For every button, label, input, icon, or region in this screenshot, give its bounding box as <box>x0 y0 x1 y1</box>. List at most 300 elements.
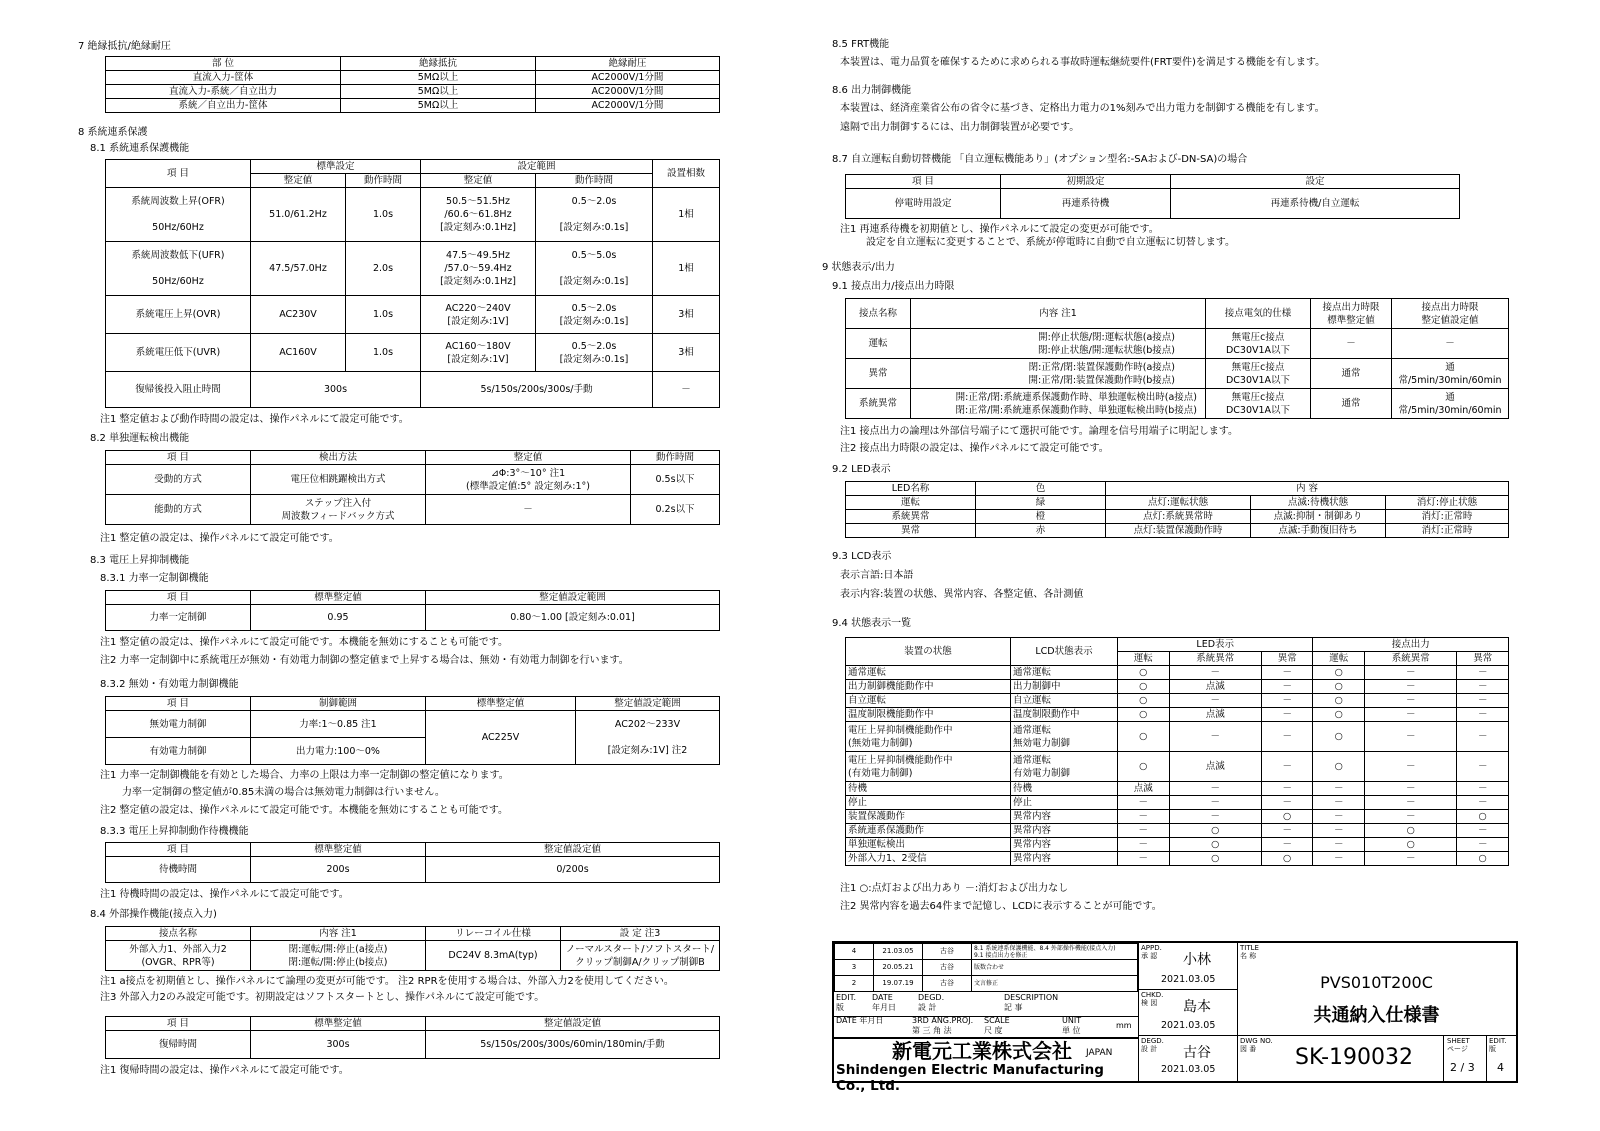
state-cell <box>846 722 1011 752</box>
cell-line: [設定刻み:1V] <box>447 353 509 365</box>
table-row <box>846 722 1509 752</box>
cell-line: 出力制御機能動作中 <box>848 681 934 692</box>
lcd-cell <box>1011 810 1118 824</box>
table-header-row <box>106 1017 720 1031</box>
cell-line: 0.5～5.0s <box>571 250 617 261</box>
cell-line: /60.6～61.8Hz <box>444 209 512 220</box>
cell-line: 開:正常/閉:装置保護動作時(b接点) <box>1028 374 1175 386</box>
table-header: 動作時間 <box>346 174 421 188</box>
section-8-4-heading: 8.4 外部操作機能(接点入力) <box>90 909 217 920</box>
cell-line: 開:正常/閉:系統連系保護動作時、単独運転検出時(a接点) <box>955 391 1197 403</box>
status-cell: － <box>1118 810 1170 824</box>
table-cell: 系統電圧低下(UVR) <box>106 334 251 372</box>
cell-line: 通常運転 <box>1013 724 1052 736</box>
table-cell: 能動的方式 <box>106 495 251 525</box>
label-text: 年月日 <box>872 1003 896 1012</box>
table-header: 運転 <box>1118 652 1170 666</box>
cell-line: 9.1 接点出力を修正 <box>974 951 1028 959</box>
table-cell: 消灯:正常時 <box>1386 524 1509 538</box>
table-cell <box>426 465 631 495</box>
status-cell: － <box>1118 838 1170 852</box>
note: 注1 整定値および動作時間の設定は、操作パネルにて設定可能です。 <box>100 414 409 425</box>
table-cell <box>106 188 251 242</box>
table-cell <box>106 242 251 296</box>
table-cell <box>251 941 426 971</box>
table-header: 内容 注1 <box>251 927 426 941</box>
status-cell: ○ <box>1118 722 1170 752</box>
table-cell: 0.2s以下 <box>631 495 720 525</box>
label-text: ページ <box>1447 1045 1468 1053</box>
table-header: 標準整定値 <box>426 697 576 711</box>
status-cell: － <box>1261 694 1313 708</box>
section-8-3-1-heading: 8.3.1 力率一定制御機能 <box>100 573 209 584</box>
table-row <box>106 334 720 372</box>
cell-line: /57.0～59.4Hz <box>444 263 512 274</box>
table-header: LED名称 <box>846 482 976 496</box>
table-row <box>106 605 720 631</box>
approved-cell <box>1139 943 1237 990</box>
table-cell: 系統異常 <box>846 389 911 419</box>
cell-line: [設定刻み:0.1s] <box>559 315 629 327</box>
company-name-jp: 新電元工業株式会社 <box>892 1039 1072 1063</box>
appd-date: 2021.03.05 <box>1161 974 1216 985</box>
status-cell: － <box>1365 708 1457 722</box>
table-row <box>846 524 1509 538</box>
lcd-cell <box>1011 838 1118 852</box>
revision-cell <box>972 976 1138 992</box>
table-row <box>846 189 1460 219</box>
note: 注1 a接点を初期値とし、操作パネルにて論理の変更が可能です。 注2 RPRを使用する場合は、外部入力2を使用してください。 <box>100 976 674 987</box>
lcd-cell <box>1011 666 1118 680</box>
table-cell: 運転 <box>846 329 911 359</box>
status-cell: － <box>1261 782 1313 796</box>
table-header-row <box>106 697 720 711</box>
scale-label <box>984 1016 1010 1036</box>
table-cell <box>1206 359 1311 389</box>
table-header: 異常 <box>1457 652 1509 666</box>
model-number: PVS010T200C <box>1320 973 1433 992</box>
table-row <box>106 71 720 85</box>
cell-line: (有効電力制御) <box>848 767 913 779</box>
cell-line: 有効電力制御 <box>1013 767 1071 779</box>
status-cell: ○ <box>1365 824 1457 838</box>
table-cell <box>911 389 1206 419</box>
status-cell: － <box>1118 796 1170 810</box>
edition-area <box>1487 1036 1516 1081</box>
cell-line: 異常内容 <box>1013 811 1052 822</box>
label-text: CHKD. <box>1141 991 1164 999</box>
state-cell <box>846 824 1011 838</box>
revision-cell <box>972 944 1138 960</box>
state-cell <box>846 852 1011 866</box>
table-cell <box>106 941 251 971</box>
label-text: EDIT. <box>1489 1037 1507 1045</box>
table-header: 整定値設定範囲 <box>576 697 720 711</box>
table-cell: 運転 <box>846 496 976 510</box>
cell-line: 開:停止状態/閉:運転状態(a接点) <box>1038 331 1175 343</box>
cell-line: [設定刻み:1V] <box>447 315 509 327</box>
table-header: 内容 注1 <box>911 299 1206 329</box>
label-text: DATE <box>872 993 893 1002</box>
table-cell: 0.80～1.00 [設定刻み:0.01] <box>426 605 720 631</box>
status-cell: － <box>1365 796 1457 810</box>
table-cell: 消灯:停止状態 <box>1386 496 1509 510</box>
cell-line: (標準設定値:5° 設定刻み:1°) <box>466 480 590 492</box>
status-cell: － <box>1365 694 1457 708</box>
status-cell: ○ <box>1313 752 1365 782</box>
table-header-row <box>106 927 720 941</box>
table-cell: 直流入力-筐体 <box>106 71 341 85</box>
table-header: LED表示 <box>1118 638 1313 652</box>
note: 力率一定制御の整定値が0.85未満の場合は無効電力制御は行いません。 <box>122 787 445 798</box>
lcd-cell <box>1011 824 1118 838</box>
paragraph: 表示言語:日本語 <box>840 570 914 581</box>
status-cell: － <box>1169 666 1261 680</box>
status-cell: ○ <box>1169 852 1261 866</box>
status-cell: － <box>1365 852 1457 866</box>
table-cell: 異常 <box>846 359 911 389</box>
state-cell <box>846 694 1011 708</box>
table-row <box>106 711 720 738</box>
table-cell <box>421 188 536 242</box>
status-cell: ○ <box>1118 680 1170 694</box>
protection-table <box>105 159 720 408</box>
section-8-7-heading: 8.7 自立運転自動切替機能 「自立運転機能あり」(オプション型名:-SAおよび-DN-SA)の場合 <box>832 154 1248 165</box>
table-cell <box>911 359 1206 389</box>
table-cell: AC2000V/1分間 <box>536 71 720 85</box>
note: 設定を自立運転に変更することで、系統が停電時に自動で自立運転に切替します。 <box>866 237 1235 248</box>
revision-header <box>834 991 1138 1017</box>
edition-value: 4 <box>1497 1061 1504 1074</box>
table-header-row <box>106 843 720 857</box>
table-cell: 通常 <box>1311 389 1392 419</box>
cell-line: 電圧上昇抑制機能動作中 <box>848 724 953 736</box>
section-8-heading: 8 系統連系保護 <box>78 127 148 138</box>
status-cell: － <box>1365 782 1457 796</box>
table-row <box>846 708 1509 722</box>
table-header: 色 <box>976 482 1106 496</box>
cell-line: 47.5～49.5Hz <box>446 250 510 261</box>
table-cell <box>536 296 653 334</box>
reactive-power-table <box>105 696 720 765</box>
lcd-cell <box>1011 752 1118 782</box>
revision-row <box>835 976 1138 992</box>
table-row <box>846 510 1509 524</box>
revision-cell: 3 <box>835 960 874 976</box>
table-cell: 力率:1～0.85 注1 <box>251 711 426 738</box>
status-cell: ○ <box>1313 708 1365 722</box>
table-header: 絶縁抵抗 <box>341 57 536 71</box>
cell-line: [設定刻み:0.1s] <box>559 353 629 365</box>
cell-line: DC30V1A以下 <box>1225 404 1291 416</box>
status-cell: － <box>1169 810 1261 824</box>
cell-line: 通常運転 <box>1013 754 1052 766</box>
table-cell: 無効電力制御 <box>106 711 251 738</box>
table-row <box>106 372 720 408</box>
revision-cell: 古谷 <box>923 960 972 976</box>
status-cell: － <box>1169 796 1261 810</box>
table-row <box>846 824 1509 838</box>
cell-line: ノーマルスタート/ソフトスタート/ <box>565 943 715 955</box>
status-cell: － <box>1261 824 1313 838</box>
table-header: 整定値設定値 <box>426 1017 720 1031</box>
label-text: 版 <box>836 1003 844 1012</box>
table-row <box>846 852 1509 866</box>
state-cell <box>846 752 1011 782</box>
note: 注2 接点出力時限の設定は、操作パネルにて設定可能です。 <box>840 443 1109 454</box>
revision-cell: 20.05.21 <box>874 960 923 976</box>
status-cell: － <box>1169 722 1261 752</box>
chkd-date: 2021.03.05 <box>1161 1020 1216 1031</box>
table-header: 整定値設定値 <box>426 843 720 857</box>
table-cell: 点滅:手動復旧待ち <box>1251 524 1386 538</box>
status-cell: 点滅 <box>1169 708 1261 722</box>
table-cell: 2.0s <box>346 242 421 296</box>
revision-cell: 21.03.05 <box>874 944 923 960</box>
cell-line: 出力制御中 <box>1013 681 1061 692</box>
cell-line: 0.5～2.0s <box>571 196 617 207</box>
table-header: 絶縁耐圧 <box>536 57 720 71</box>
label-text: 設 計 <box>918 1003 937 1012</box>
table-cell <box>1206 389 1311 419</box>
cell-line: (無効電力制御) <box>848 737 913 749</box>
chkd-name: 島本 <box>1183 999 1211 1015</box>
cell-line: 自立運転 <box>848 695 887 706</box>
status-cell: － <box>1457 838 1509 852</box>
table-header-row <box>846 638 1509 652</box>
table-row <box>106 465 720 495</box>
table-header-row <box>106 57 720 71</box>
cell-line: [設定刻み:0.1s] <box>559 222 629 233</box>
cell-line: 系統周波数上昇(OFR) <box>131 196 225 207</box>
table-row <box>846 496 1509 510</box>
appd-label <box>1141 944 1162 960</box>
status-cell: ○ <box>1169 824 1261 838</box>
table-cell: 3相 <box>653 296 720 334</box>
section-9-4-heading: 9.4 状態表示一覧 <box>832 618 912 629</box>
table-header: 項 目 <box>846 175 1001 189</box>
status-cell: － <box>1457 752 1509 782</box>
label-text: 版 <box>1489 1045 1496 1053</box>
lcd-cell <box>1011 722 1118 752</box>
cell-line: 接点出力時限 <box>1322 301 1380 313</box>
section-9-heading: 9 状態表示/出力 <box>822 262 895 273</box>
cell-line: AC220～240V <box>445 302 511 314</box>
description-label <box>1004 993 1058 1013</box>
table-header: 部 位 <box>106 57 341 71</box>
cell-line: 通常運転 <box>848 667 887 678</box>
table-cell: AC230V <box>251 296 346 334</box>
table-row <box>846 782 1509 796</box>
table-cell: 出力電力:100～0% <box>251 738 426 765</box>
table-row <box>106 188 720 242</box>
lcd-cell <box>1011 782 1118 796</box>
table-cell <box>561 941 720 971</box>
status-cell: － <box>1261 722 1313 752</box>
status-cell: ○ <box>1313 680 1365 694</box>
table-header: LCD状態表示 <box>1011 638 1118 666</box>
unit-label <box>1062 1016 1081 1036</box>
status-cell: 点滅 <box>1169 680 1261 694</box>
section-8-3-heading: 8.3 電圧上昇抑制機能 <box>90 555 190 566</box>
table-cell <box>421 242 536 296</box>
table-header: 接点出力 <box>1313 638 1509 652</box>
table-cell: 5MΩ以上 <box>341 99 536 113</box>
cell-line: 版数合わせ <box>974 964 1005 971</box>
cell-line: 閉:正常/閉:装置保護動作時(a接点) <box>1028 361 1175 373</box>
table-header: 内 容 <box>1106 482 1509 496</box>
note: 注1 復帰時間の設定は、操作パネルにて設定可能です。 <box>100 1065 349 1076</box>
label-text: 名 称 <box>1240 952 1257 960</box>
cell-line: 単独運転検出 <box>848 839 906 850</box>
table-header-row <box>106 451 720 465</box>
cell-line: 外部入力1、2受信 <box>848 853 927 864</box>
paragraph: 遠隔で出力制御するには、出力制御装置が必要です。 <box>840 122 1080 133</box>
state-cell <box>846 796 1011 810</box>
table-header-row <box>106 591 720 605</box>
table-header: 項 目 <box>106 160 251 188</box>
cell-line: 周波数フィードバック方式 <box>281 510 395 522</box>
table-cell <box>1206 329 1311 359</box>
drawing-number: SK-190032 <box>1295 1045 1414 1070</box>
table-cell: 有効電力制御 <box>106 738 251 765</box>
table-cell: AC2000V/1分間 <box>536 99 720 113</box>
table-cell: 消灯:正常時 <box>1386 510 1509 524</box>
sheet-label <box>1447 1037 1470 1053</box>
revision-cell: 4 <box>835 944 874 960</box>
dwg-label <box>1240 1037 1273 1053</box>
revision-cell: 19.07.19 <box>874 976 923 992</box>
cell-line: 整定値設定値 <box>1421 314 1479 326</box>
table-header: 整定値 <box>426 451 631 465</box>
note: 注1 接点出力の論理は外部信号端子にて選択可能です。論理を信号用端子に明記します。 <box>840 426 1238 437</box>
status-cell: － <box>1313 796 1365 810</box>
cell-line: 8.1 系統連系保護機能、8.4 外部操作機能(接点入力) <box>974 944 1116 952</box>
table-row <box>846 666 1509 680</box>
table-cell: 赤 <box>976 524 1106 538</box>
cell-line: 電圧上昇抑制機能動作中 <box>848 754 953 766</box>
table-header: 項 目 <box>106 591 251 605</box>
table-cell: 系統電圧上昇(OVR) <box>106 296 251 334</box>
label-text: 設 計 <box>1141 1045 1158 1053</box>
table-cell <box>911 329 1206 359</box>
degd2-date: 2021.03.05 <box>1161 1064 1216 1075</box>
table-cell: 1.0s <box>346 188 421 242</box>
table-cell: 200s <box>251 857 426 883</box>
table-cell: 停電時用設定 <box>846 189 1001 219</box>
table-row <box>846 810 1509 824</box>
cell-line: 0.5～2.0s <box>571 302 617 314</box>
table-header: 設 定 注3 <box>561 927 720 941</box>
section-8-1-heading: 8.1 系統連系保護機能 <box>90 143 190 154</box>
table-cell: 再連系待機 <box>1001 189 1171 219</box>
status-cell: － <box>1261 708 1313 722</box>
table-cell: 1相 <box>653 242 720 296</box>
company-area <box>834 1039 1138 1094</box>
table-cell: 系統／自立出力-筐体 <box>106 99 341 113</box>
table-cell: 再連系待機/自立運転 <box>1171 189 1460 219</box>
table-header: 項 目 <box>106 697 251 711</box>
autonomous-table <box>845 174 1460 219</box>
table-cell: 47.5/57.0Hz <box>251 242 346 296</box>
table-cell: 受動的方式 <box>106 465 251 495</box>
table-cell: 点滅:待機状態 <box>1251 496 1386 510</box>
table-header: 整定値設定範囲 <box>426 591 720 605</box>
table-header: 設定 <box>1171 175 1460 189</box>
state-cell <box>846 708 1011 722</box>
status-cell: 点滅 <box>1118 782 1170 796</box>
paragraph: 本装置は、電力品質を確保するために求められる事故時運転継続要件(FRT要件)を満足する機能を有します。 <box>840 57 1326 68</box>
table-cell: 点灯:装置保護動作時 <box>1106 524 1251 538</box>
appd-name: 小林 <box>1183 952 1211 968</box>
date2-label: DATE 年月日 <box>836 1016 884 1025</box>
table-cell: 300s <box>251 1031 426 1059</box>
table-header: 項 目 <box>106 1017 251 1031</box>
table-header: 設定範囲 <box>421 160 653 174</box>
cell-line: 異常内容 <box>1013 825 1052 836</box>
section-9-1-heading: 9.1 接点出力/接点出力時限 <box>832 281 955 292</box>
table-cell: 1.0s <box>346 296 421 334</box>
table-header: 項 目 <box>106 451 251 465</box>
label-text: APPD. <box>1141 944 1162 952</box>
status-cell: 点滅 <box>1169 752 1261 782</box>
cell-line: 無電圧c接点 <box>1231 361 1285 373</box>
table-cell <box>421 296 536 334</box>
cell-line: AC160～180V <box>445 340 511 352</box>
state-cell <box>846 782 1011 796</box>
led-table <box>845 481 1509 538</box>
cell-line: (OVGR、RPR等) <box>141 956 215 968</box>
cell-line: 50Hz/60Hz <box>152 222 204 233</box>
cell-line: DC30V1A以下 <box>1225 374 1291 386</box>
lcd-cell <box>1011 852 1118 866</box>
status-cell: － <box>1365 722 1457 752</box>
cell-line: 停止 <box>1013 797 1033 808</box>
title-area <box>1237 943 1516 1036</box>
label-text: 記 事 <box>1004 1003 1023 1012</box>
label-text: DESCRIPTION <box>1004 993 1059 1002</box>
cell-line: 温度制限機能動作中 <box>848 709 934 720</box>
table-header <box>1392 299 1509 329</box>
revision-row <box>835 960 1138 976</box>
table-header <box>1311 299 1392 329</box>
label-text: 図 番 <box>1240 1045 1257 1053</box>
degd-label <box>918 993 944 1013</box>
table-row <box>106 85 720 99</box>
table-header: 接点名称 <box>106 927 251 941</box>
table-cell: 5MΩ以上 <box>341 85 536 99</box>
cell-line: 無電圧c接点 <box>1231 331 1285 343</box>
status-cell: ○ <box>1118 666 1170 680</box>
state-table-body <box>846 666 1509 866</box>
projection-label <box>912 1016 973 1036</box>
status-cell: ○ <box>1169 838 1261 852</box>
label-text: 3RD ANG.PROJ. <box>912 1016 974 1025</box>
table-cell: 復帰時間 <box>106 1031 251 1059</box>
revision-cell <box>972 960 1138 976</box>
cell-line: 0.5～2.0s <box>571 340 617 352</box>
state-cell <box>846 838 1011 852</box>
projection-row <box>834 1015 1138 1037</box>
table-header: 標準整定値 <box>251 843 426 857</box>
table-header: 制御範囲 <box>251 697 426 711</box>
label-text: 尺 度 <box>984 1026 1003 1035</box>
table-cell: DC24V 8.3mA(typ) <box>426 941 561 971</box>
status-cell: ○ <box>1457 852 1509 866</box>
status-cell: － <box>1365 666 1457 680</box>
sheet-value: 2 / 3 <box>1450 1061 1475 1074</box>
table-header: 項 目 <box>106 843 251 857</box>
